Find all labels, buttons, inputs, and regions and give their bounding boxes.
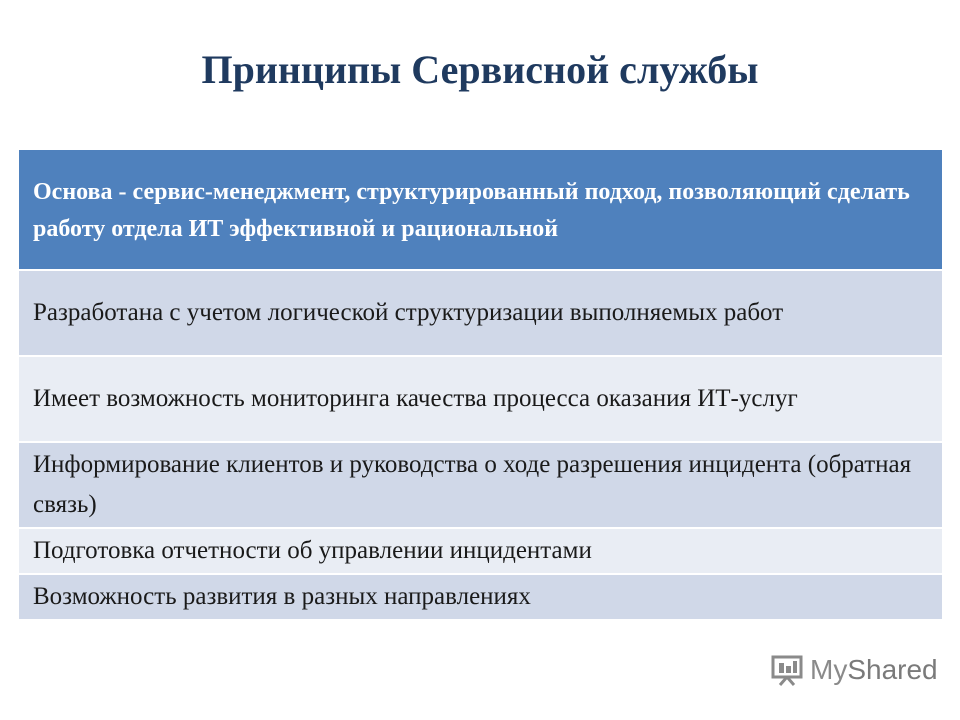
logo-text-shared: Shared: [847, 654, 938, 685]
table-row: Подготовка отчетности об управлении инцидентами: [19, 529, 942, 575]
table-row: Имеет возможность мониторинга качества процесса оказания ИТ-услуг: [19, 357, 942, 443]
table-row: Разработана с учетом логической структуризации выполняемых работ: [19, 271, 942, 357]
principles-table: [19, 150, 942, 621]
logo-text-my: My: [810, 654, 848, 685]
table-header: Основа - сервис-менеджмент, структурированный подход, позволяющий сделать работу отдела ИТ эффективной и рациональной: [19, 150, 942, 271]
myshared-logo: [770, 650, 938, 690]
table-row: Информирование клиентов и руководства о ходе разрешения инцидента (обратная связь): [19, 443, 942, 529]
presentation-icon: [770, 653, 804, 687]
slide-title: Принципы Сервисной службы: [201, 47, 759, 92]
table-row: Возможность развития в разных направлениях: [19, 575, 942, 621]
